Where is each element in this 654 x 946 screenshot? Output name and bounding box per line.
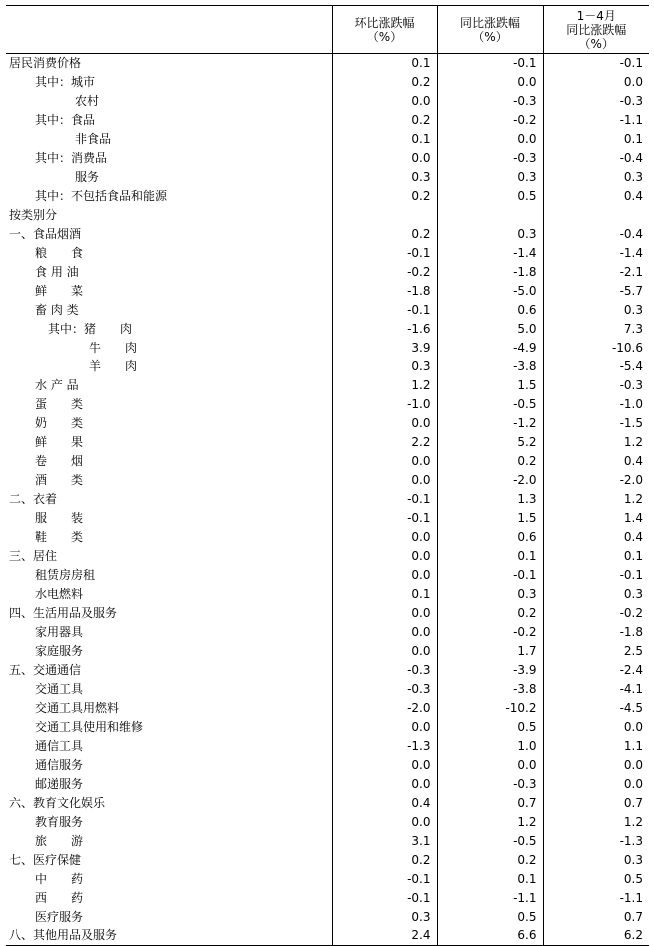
table-row — [6, 642, 649, 661]
mom-change-cell: 3.9 — [332, 338, 437, 357]
cpi-table — [6, 5, 649, 946]
ytd-change-cell: -2.0 — [543, 471, 649, 490]
mom-change-cell — [332, 205, 437, 224]
yoy-change-cell: -5.0 — [437, 281, 543, 300]
mom-change-cell: 0.3 — [332, 167, 437, 186]
yoy-change-cell: 0.6 — [437, 528, 543, 547]
row-label: 八、其他用品及服务 — [6, 926, 332, 945]
row-label: 其中：不包括食品和能源 — [35, 188, 168, 203]
mom-change-cell: -0.3 — [332, 661, 437, 680]
row-label: 水 产 品 — [35, 378, 79, 393]
mom-change-cell: -0.1 — [332, 509, 437, 528]
row-label: 鲜 果 — [35, 435, 84, 450]
yoy-change-cell: -0.1 — [437, 566, 543, 585]
table-row — [6, 243, 649, 262]
row-label: 牛 肉 — [89, 340, 138, 355]
table-row — [6, 698, 649, 717]
row-label: 酒 类 — [35, 473, 84, 488]
header-ytd-change — [543, 6, 649, 54]
row-label: 交通工具使用和维修 — [35, 719, 144, 734]
row-label: 其中：城市 — [35, 74, 96, 89]
table-row — [6, 661, 649, 680]
row-label: 教育服务 — [35, 814, 84, 829]
ytd-change-cell: -5.4 — [543, 357, 649, 376]
table-row — [6, 888, 649, 907]
row-label: 六、教育文化娱乐 — [9, 795, 106, 810]
yoy-change-cell: 5.0 — [437, 319, 543, 338]
yoy-change-cell: 0.3 — [437, 585, 543, 604]
row-label: 家用器具 — [35, 625, 84, 640]
ytd-change-cell: -1.1 — [543, 888, 649, 907]
yoy-change-cell: -0.3 — [437, 91, 543, 110]
row-label: 交通工具用燃料 — [35, 700, 120, 715]
ytd-change-cell: 1.2 — [543, 812, 649, 831]
mom-change-cell: 0.1 — [332, 585, 437, 604]
mom-change-cell: -0.1 — [332, 888, 437, 907]
mom-change-cell: 0.0 — [332, 717, 437, 736]
row-label: 农村 — [75, 93, 100, 108]
ytd-change-cell: -1.3 — [543, 831, 649, 850]
table-row — [6, 736, 649, 755]
header-mom-change — [332, 6, 437, 54]
yoy-change-cell: -10.2 — [437, 698, 543, 717]
yoy-change-cell: 6.6 — [437, 926, 543, 945]
table-row — [6, 110, 649, 129]
ytd-change-cell: -1.1 — [543, 110, 649, 129]
ytd-change-cell: -4.1 — [543, 679, 649, 698]
table-row — [6, 831, 649, 850]
yoy-change-cell: 1.3 — [437, 490, 543, 509]
row-label: 通信服务 — [35, 757, 84, 772]
mom-change-cell: 0.2 — [332, 72, 437, 91]
row-label: 四、生活用品及服务 — [9, 606, 118, 621]
ytd-change-cell: 0.4 — [543, 186, 649, 205]
table-row — [6, 338, 649, 357]
yoy-change-cell: -4.9 — [437, 338, 543, 357]
mom-change-cell: 0.0 — [332, 148, 437, 167]
ytd-change-cell: 0.0 — [543, 72, 649, 91]
yoy-change-cell: 1.5 — [437, 509, 543, 528]
yoy-change-cell: 0.0 — [437, 755, 543, 774]
table-row — [6, 414, 649, 433]
table-row — [6, 717, 649, 736]
ytd-change-cell: 7.3 — [543, 319, 649, 338]
table-row — [6, 869, 649, 888]
yoy-change-cell: 1.0 — [437, 736, 543, 755]
yoy-change-cell: 0.1 — [437, 869, 543, 888]
row-label: 交通工具 — [35, 681, 84, 696]
table-row — [6, 907, 649, 926]
ytd-change-cell: -1.5 — [543, 414, 649, 433]
table-row — [6, 547, 649, 566]
header-ytd-unit: （%） — [578, 36, 614, 51]
yoy-change-cell: -0.2 — [437, 110, 543, 129]
mom-change-cell: 0.0 — [332, 452, 437, 471]
table-row — [6, 604, 649, 623]
yoy-change-cell: -0.2 — [437, 623, 543, 642]
ytd-change-cell: 0.4 — [543, 452, 649, 471]
yoy-change-cell: 0.2 — [437, 452, 543, 471]
row-label: 非食品 — [75, 131, 112, 146]
ytd-change-cell: -4.5 — [543, 698, 649, 717]
yoy-change-cell: 5.2 — [437, 433, 543, 452]
table-row — [6, 148, 649, 167]
header-ytd-title: 同比涨跌幅 — [566, 22, 627, 37]
yoy-change-cell: 0.5 — [437, 186, 543, 205]
yoy-change-cell: 1.2 — [437, 812, 543, 831]
table-row — [6, 774, 649, 793]
ytd-change-cell: -0.2 — [543, 604, 649, 623]
mom-change-cell: 0.0 — [332, 471, 437, 490]
table-row — [6, 262, 649, 281]
mom-change-cell: 0.0 — [332, 755, 437, 774]
table-row — [6, 205, 649, 224]
table-row — [6, 452, 649, 471]
row-label: 中 药 — [35, 871, 84, 886]
mom-change-cell: 0.0 — [332, 642, 437, 661]
table-row — [6, 186, 649, 205]
table-row — [6, 54, 649, 73]
yoy-change-cell: -1.8 — [437, 262, 543, 281]
ytd-change-cell: -0.4 — [543, 148, 649, 167]
ytd-change-cell: 0.3 — [543, 850, 649, 869]
ytd-change-cell: -0.1 — [543, 54, 649, 73]
mom-change-cell: 0.3 — [332, 907, 437, 926]
table-row — [6, 509, 649, 528]
row-label: 按类别分 — [9, 207, 58, 222]
table-row — [6, 319, 649, 338]
yoy-change-cell: 0.3 — [437, 224, 543, 243]
row-label: 粮 食 — [35, 245, 84, 260]
mom-change-cell: 0.0 — [332, 774, 437, 793]
row-label: 羊 肉 — [89, 359, 138, 374]
row-label: 服 装 — [35, 511, 84, 526]
ytd-change-cell: 0.0 — [543, 717, 649, 736]
ytd-change-cell — [543, 205, 649, 224]
yoy-change-cell: -0.3 — [437, 148, 543, 167]
header-label-column — [6, 6, 332, 54]
ytd-change-cell: 1.2 — [543, 433, 649, 452]
mom-change-cell: -1.3 — [332, 736, 437, 755]
header-yoy-title: 同比涨跌幅 — [459, 15, 520, 30]
yoy-change-cell: -0.1 — [437, 54, 543, 73]
mom-change-cell: 1.2 — [332, 376, 437, 395]
mom-change-cell: 2.2 — [332, 433, 437, 452]
yoy-change-cell: -1.2 — [437, 414, 543, 433]
header-mom-unit: （%） — [366, 29, 403, 44]
row-label: 旅 游 — [35, 833, 84, 848]
table-row — [6, 623, 649, 642]
row-label: 邮递服务 — [35, 776, 84, 791]
row-label: 其中：消费品 — [35, 150, 108, 165]
yoy-change-cell — [437, 205, 543, 224]
row-label: 医疗服务 — [35, 909, 84, 924]
ytd-change-cell: 0.4 — [543, 528, 649, 547]
table-row — [6, 755, 649, 774]
header-ytd-period: 1－4月 — [576, 8, 616, 23]
row-label: 通信工具 — [35, 738, 84, 753]
mom-change-cell: 0.1 — [332, 129, 437, 148]
mom-change-cell: 0.0 — [332, 812, 437, 831]
yoy-change-cell: -0.5 — [437, 395, 543, 414]
ytd-change-cell: 0.0 — [543, 755, 649, 774]
table-row — [6, 585, 649, 604]
ytd-change-cell: 0.5 — [543, 869, 649, 888]
ytd-change-cell: 0.0 — [543, 774, 649, 793]
row-label: 三、居住 — [9, 549, 58, 564]
mom-change-cell: 3.1 — [332, 831, 437, 850]
row-label: 七、医疗保健 — [9, 852, 82, 867]
mom-change-cell: 0.2 — [332, 110, 437, 129]
row-label: 其中：猪 肉 — [48, 321, 133, 336]
ytd-change-cell: 0.1 — [543, 547, 649, 566]
ytd-change-cell: -1.0 — [543, 395, 649, 414]
yoy-change-cell: 0.5 — [437, 907, 543, 926]
mom-change-cell: 0.0 — [332, 547, 437, 566]
row-label: 家庭服务 — [35, 644, 84, 659]
mom-change-cell: -1.0 — [332, 395, 437, 414]
header-yoy-change — [437, 6, 543, 54]
yoy-change-cell: 0.7 — [437, 793, 543, 812]
yoy-change-cell: 0.2 — [437, 604, 543, 623]
mom-change-cell: 0.0 — [332, 604, 437, 623]
ytd-change-cell: 1.2 — [543, 490, 649, 509]
table-row — [6, 167, 649, 186]
ytd-change-cell: -1.4 — [543, 243, 649, 262]
yoy-change-cell: -1.4 — [437, 243, 543, 262]
mom-change-cell: -0.1 — [332, 490, 437, 509]
ytd-change-cell: 0.3 — [543, 300, 649, 319]
table-row — [6, 679, 649, 698]
ytd-change-cell: 0.7 — [543, 907, 649, 926]
mom-change-cell: 0.2 — [332, 850, 437, 869]
row-label: 水电燃料 — [35, 587, 84, 602]
mom-change-cell: 0.2 — [332, 186, 437, 205]
mom-change-cell: 0.0 — [332, 623, 437, 642]
row-label: 二、衣着 — [9, 492, 58, 507]
table-row — [6, 224, 649, 243]
mom-change-cell: 0.0 — [332, 566, 437, 585]
yoy-change-cell: 0.0 — [437, 72, 543, 91]
mom-change-cell: -0.3 — [332, 679, 437, 698]
ytd-change-cell: 1.1 — [543, 736, 649, 755]
yoy-change-cell: 0.2 — [437, 850, 543, 869]
ytd-change-cell: -5.7 — [543, 281, 649, 300]
table-row — [6, 91, 649, 110]
yoy-change-cell: -2.0 — [437, 471, 543, 490]
mom-change-cell: 0.0 — [332, 528, 437, 547]
yoy-change-cell: 0.3 — [437, 167, 543, 186]
table-row — [6, 376, 649, 395]
table-row — [6, 129, 649, 148]
table-row — [6, 72, 649, 91]
ytd-change-cell: 1.4 — [543, 509, 649, 528]
yoy-change-cell: 0.1 — [437, 547, 543, 566]
mom-change-cell: 0.4 — [332, 793, 437, 812]
row-label: 食 用 油 — [35, 264, 79, 279]
row-label: 西 药 — [35, 890, 84, 905]
table-row — [6, 300, 649, 319]
row-label: 服务 — [75, 169, 100, 184]
yoy-change-cell: -1.1 — [437, 888, 543, 907]
table-row — [6, 528, 649, 547]
ytd-change-cell: 6.2 — [543, 926, 649, 945]
row-label: 五、交通通信 — [9, 662, 82, 677]
row-label: 鞋 类 — [35, 530, 84, 545]
ytd-change-cell: -0.4 — [543, 224, 649, 243]
mom-change-cell: 0.0 — [332, 414, 437, 433]
table-row — [6, 281, 649, 300]
table-row — [6, 850, 649, 869]
row-label: 居民消费价格 — [9, 56, 82, 71]
yoy-change-cell: -0.5 — [437, 831, 543, 850]
row-label: 畜 肉 类 — [35, 302, 79, 317]
mom-change-cell: 2.4 — [332, 926, 437, 945]
ytd-change-cell: 0.3 — [543, 585, 649, 604]
table-row — [6, 566, 649, 585]
mom-change-cell: 0.1 — [332, 54, 437, 73]
yoy-change-cell: 0.0 — [437, 129, 543, 148]
row-label: 奶 类 — [35, 416, 84, 431]
yoy-change-cell: -3.8 — [437, 679, 543, 698]
table-row — [6, 433, 649, 452]
mom-change-cell: 0.2 — [332, 224, 437, 243]
mom-change-cell: -0.1 — [332, 300, 437, 319]
yoy-change-cell: -0.3 — [437, 774, 543, 793]
mom-change-cell: -0.2 — [332, 262, 437, 281]
row-label: 鲜 菜 — [35, 283, 84, 298]
header-mom-title: 环比涨跌幅 — [354, 15, 415, 30]
header-yoy-unit: （%） — [472, 29, 508, 44]
mom-change-cell: -0.1 — [332, 243, 437, 262]
table-body — [6, 54, 649, 946]
mom-change-cell: 0.0 — [332, 91, 437, 110]
table-row — [6, 357, 649, 376]
mom-change-cell: -1.6 — [332, 319, 437, 338]
row-label: 租赁房房租 — [35, 568, 96, 583]
yoy-change-cell: 1.7 — [437, 642, 543, 661]
yoy-change-cell: -3.8 — [437, 357, 543, 376]
table-row — [6, 926, 649, 945]
mom-change-cell: -0.1 — [332, 869, 437, 888]
table-row — [6, 812, 649, 831]
row-label: 蛋 类 — [35, 397, 84, 412]
ytd-change-cell: -0.3 — [543, 91, 649, 110]
row-label: 其中：食品 — [35, 112, 96, 127]
ytd-change-cell: 2.5 — [543, 642, 649, 661]
mom-change-cell: 0.3 — [332, 357, 437, 376]
row-label: 一、食品烟酒 — [9, 226, 82, 241]
ytd-change-cell: 0.7 — [543, 793, 649, 812]
ytd-change-cell: 0.1 — [543, 129, 649, 148]
ytd-change-cell: -10.6 — [543, 338, 649, 357]
yoy-change-cell: 0.5 — [437, 717, 543, 736]
table-row — [6, 395, 649, 414]
row-label: 卷 烟 — [35, 454, 84, 469]
mom-change-cell: -2.0 — [332, 698, 437, 717]
table-row — [6, 793, 649, 812]
ytd-change-cell: -1.8 — [543, 623, 649, 642]
table-row — [6, 490, 649, 509]
ytd-change-cell: -2.4 — [543, 661, 649, 680]
ytd-change-cell: -0.3 — [543, 376, 649, 395]
ytd-change-cell: 0.3 — [543, 167, 649, 186]
mom-change-cell: -1.8 — [332, 281, 437, 300]
yoy-change-cell: 0.6 — [437, 300, 543, 319]
ytd-change-cell: -0.1 — [543, 566, 649, 585]
yoy-change-cell: 1.5 — [437, 376, 543, 395]
table-row — [6, 471, 649, 490]
yoy-change-cell: -3.9 — [437, 661, 543, 680]
ytd-change-cell: -2.1 — [543, 262, 649, 281]
table-header — [6, 6, 649, 54]
